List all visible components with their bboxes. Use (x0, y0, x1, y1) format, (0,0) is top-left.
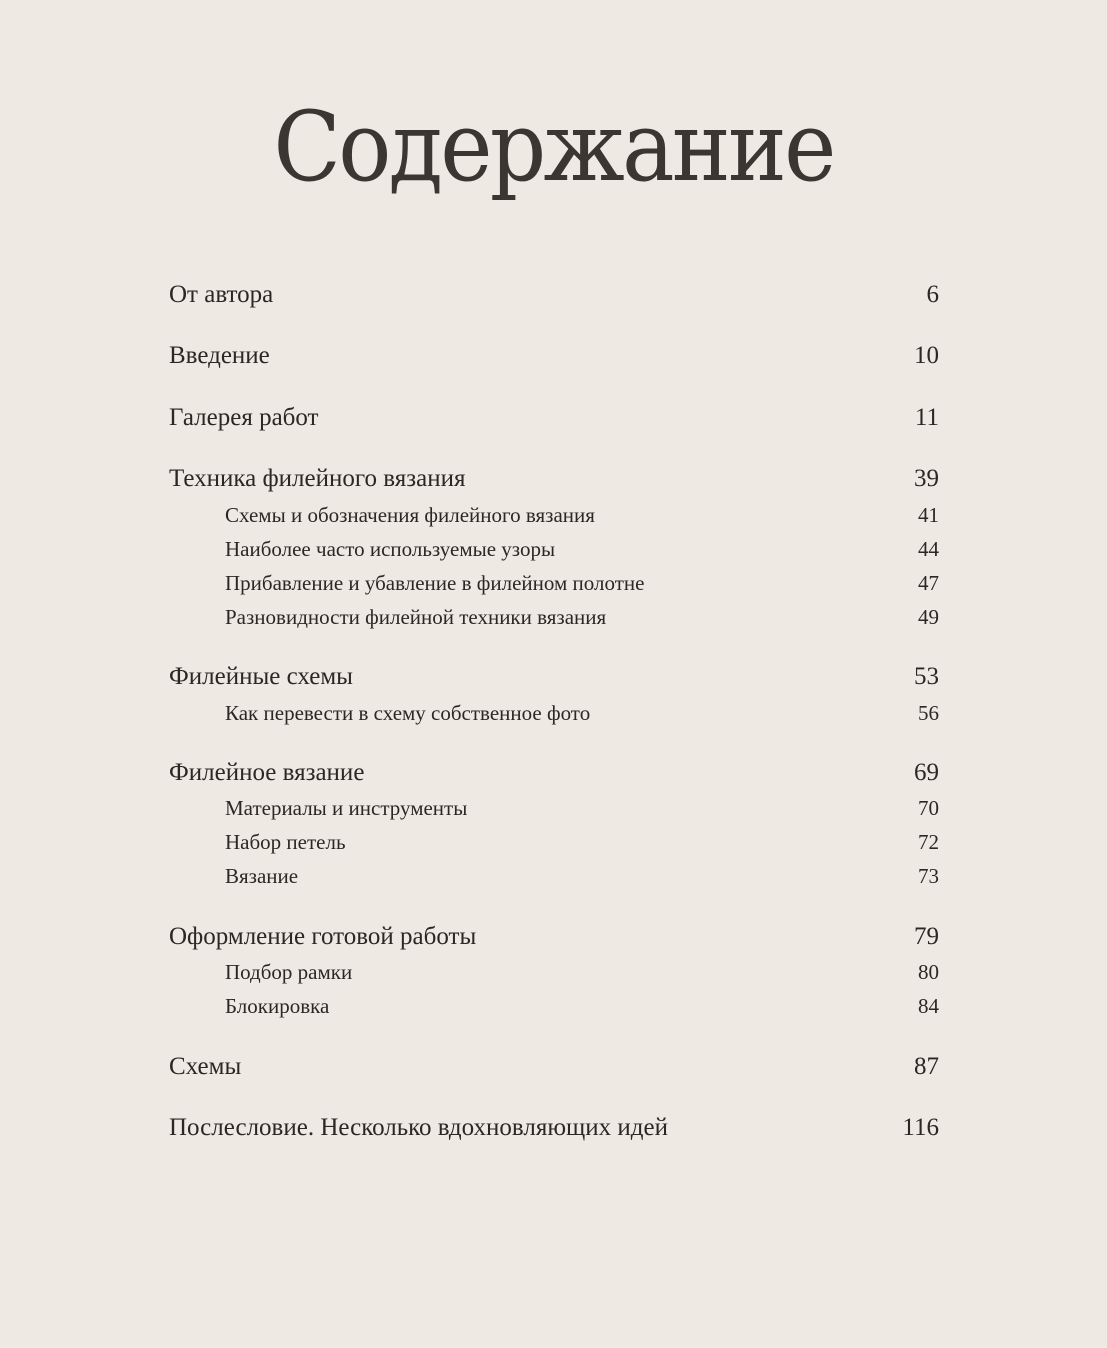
toc-subentry-label: Прибавление и убавление в филейном полотне (225, 571, 645, 595)
toc-entry (169, 1113, 939, 1143)
toc-subentry-page: 41 (918, 503, 939, 527)
toc-entry-label: Оформление готовой работы (169, 923, 477, 950)
toc-subentry-page: 84 (918, 994, 939, 1018)
toc-subentry-label: Наиболее часто используемые узоры (225, 537, 556, 561)
toc-entry (169, 403, 939, 433)
toc-entry (169, 662, 939, 692)
toc-subentry (169, 993, 939, 1019)
toc-subentry (169, 502, 939, 528)
toc-entry-label: Введение (169, 342, 270, 369)
toc-subentry-page: 44 (918, 537, 939, 561)
toc-entry-page: 53 (914, 663, 939, 690)
toc-entry-page: 69 (914, 759, 939, 786)
toc-entry (169, 922, 939, 952)
toc-entry (169, 1052, 939, 1082)
toc-entry (169, 464, 939, 494)
toc-subentry (169, 536, 939, 562)
toc-subentry (169, 795, 939, 821)
toc-subentry (169, 863, 939, 889)
toc-subentry-page: 73 (918, 864, 939, 888)
toc-subentry-page: 70 (918, 796, 939, 820)
toc-entry-label: Филейные схемы (169, 663, 353, 690)
toc-subentry-page: 47 (918, 571, 939, 595)
toc-entry-label: Техника филейного вязания (169, 465, 466, 492)
toc-subentry (169, 570, 939, 596)
toc-subentry-label: Набор петель (225, 830, 346, 854)
toc-subentry-label: Как перевести в схему собственное фото (225, 701, 591, 725)
toc-entry-page: 79 (914, 923, 939, 950)
toc-subentry-label: Материалы и инструменты (225, 796, 468, 820)
toc-subentry-page: 56 (918, 701, 939, 725)
toc-subentry-label: Разновидности филейной техники вязания (225, 605, 607, 629)
toc-entry (169, 280, 939, 310)
toc-subentry (169, 700, 939, 726)
toc-entry (169, 341, 939, 371)
toc-entry (169, 758, 939, 788)
toc-entry-label: Галерея работ (169, 404, 319, 431)
toc-entry-label: Послесловие. Несколько вдохновляющих идей (169, 1114, 668, 1141)
toc-subentry-page: 80 (918, 960, 939, 984)
toc-entry-page: 11 (914, 404, 939, 431)
toc-entry-page: 10 (914, 342, 939, 369)
toc-entry-page: 87 (914, 1053, 939, 1080)
toc-subentry-label: Вязание (225, 864, 299, 888)
toc-subentry-page: 72 (918, 830, 939, 854)
toc-entry-label: От автора (169, 281, 274, 308)
toc-subentry-page: 49 (918, 605, 939, 629)
toc-subentry-label: Схемы и обозначения филейного вязания (225, 503, 595, 527)
toc-subentry (169, 829, 939, 855)
toc-entry-label: Филейное вязание (169, 759, 365, 786)
toc-entry-page: 116 (902, 1114, 939, 1141)
toc-entry-page: 6 (926, 281, 939, 308)
toc-subentry (169, 604, 939, 630)
toc-subentry (169, 959, 939, 985)
toc-entry-page: 39 (914, 465, 939, 492)
page-title: Содержание (273, 91, 834, 203)
toc-subentry-label: Подбор рамки (225, 960, 353, 984)
toc-entry-label: Схемы (169, 1053, 242, 1080)
toc-subentry-label: Блокировка (225, 994, 330, 1018)
